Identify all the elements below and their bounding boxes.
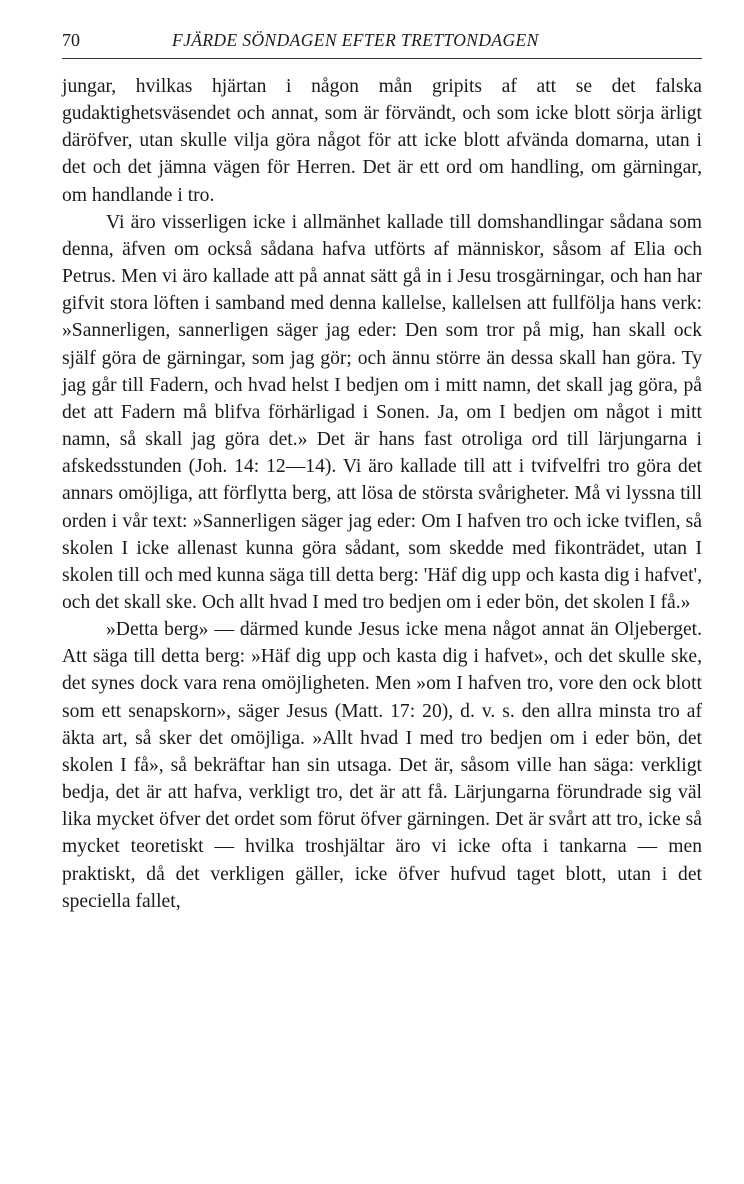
- paragraph-3: »Detta berg» — därmed kunde Jesus icke mena något annat än Oljeberget. Att säga till detta berg: »Häf dig upp och kasta dig i hafvet», och det skulle ske, det synes dock vara rena omöjligheten. Men »om I hafven tro, vore den ock blott som ett senapskorn», säger Jesus (Matt. 17: 20), d. v. s. den allra minsta tro af äkta art, så sker det omöjliga. »Allt hvad I med tro bedjen om i eder bön, det skolen I få», så bekräftar han sin utsaga. Det är, såsom ville han säga: verkligt bedja, det är att hafva, verkligt tro, det är att få. Lärjungarna förundrade sig väl lika mycket öfver det ordet som förut öfver gärningen. Det är svårt att tro, icke så mycket teoretiskt — hvilka troshjältar äro vi icke ofta i tankarna — men praktiskt, då det verkligen gäller, icke öfver hufvud taget blott, utan i det speciella fallet,: [62, 619, 702, 912]
- paragraph-1: jungar, hvilkas hjärtan i någon mån gripits af att se det falska gudaktighetsväsendet och annat, som är förvändt, och som icke blott sörja ärligt däröfver, utan skulle vilja göra något för att icke blott afvända domarna, utan i det och det jämna vägen för Herren. Det är ett ord om handling, om gärningar, om handlande i tro.: [62, 76, 702, 206]
- running-title: FJÄRDE SÖNDAGEN EFTER TRETTONDAGEN: [172, 30, 539, 50]
- body-text: [62, 73, 702, 915]
- book-page: [62, 28, 702, 915]
- paragraph-2: Vi äro visserligen icke i allmänhet kallade till domshandlingar sådana som denna, äfven om också sådana hafva utförts af människor, såsom af Elia och Petrus. Men vi äro kallade att på annat sätt gå in i Jesu trosgärningar, och han har gifvit stora löften i samband med denna kallelse, kallelsen att fullfölja hans verk: »Sannerligen, sannerligen säger jag eder: Den som tror på mig, han skall ock själf göra de gärningar, som jag gör; och ännu större än dessa skall han göra. Ty jag går till Fadern, och hvad helst I bedjen om i mitt namn, det skall jag göra, på det att Fadern må blifva förhärligad i Sonen. Ja, om I bedjen om något i mitt namn, så skall jag göra det.» Det är hans fast otroliga ord till lärjungarna i afskedsstunden (Joh. 14: 12—14). Vi äro kallade till att i tvifvelfri tro göra det annars omöjliga, att förflytta berg, att lösa de största svårigheter. Må vi lyssna till orden i vår text: »Sannerligen säger jag eder: Om I hafven tro och icke tviflen, så skolen I icke allenast kunna göra sådant, som skedde med fikonträdet, utan I skolen till och med kunna säga till detta berg: 'Häf dig upp och kasta dig i hafvet', och det skall ske. Och allt hvad I med tro bedjen om i eder bön, det skolen I få.»: [62, 211, 702, 613]
- page-number: 70: [62, 30, 80, 50]
- page-header: [62, 28, 702, 59]
